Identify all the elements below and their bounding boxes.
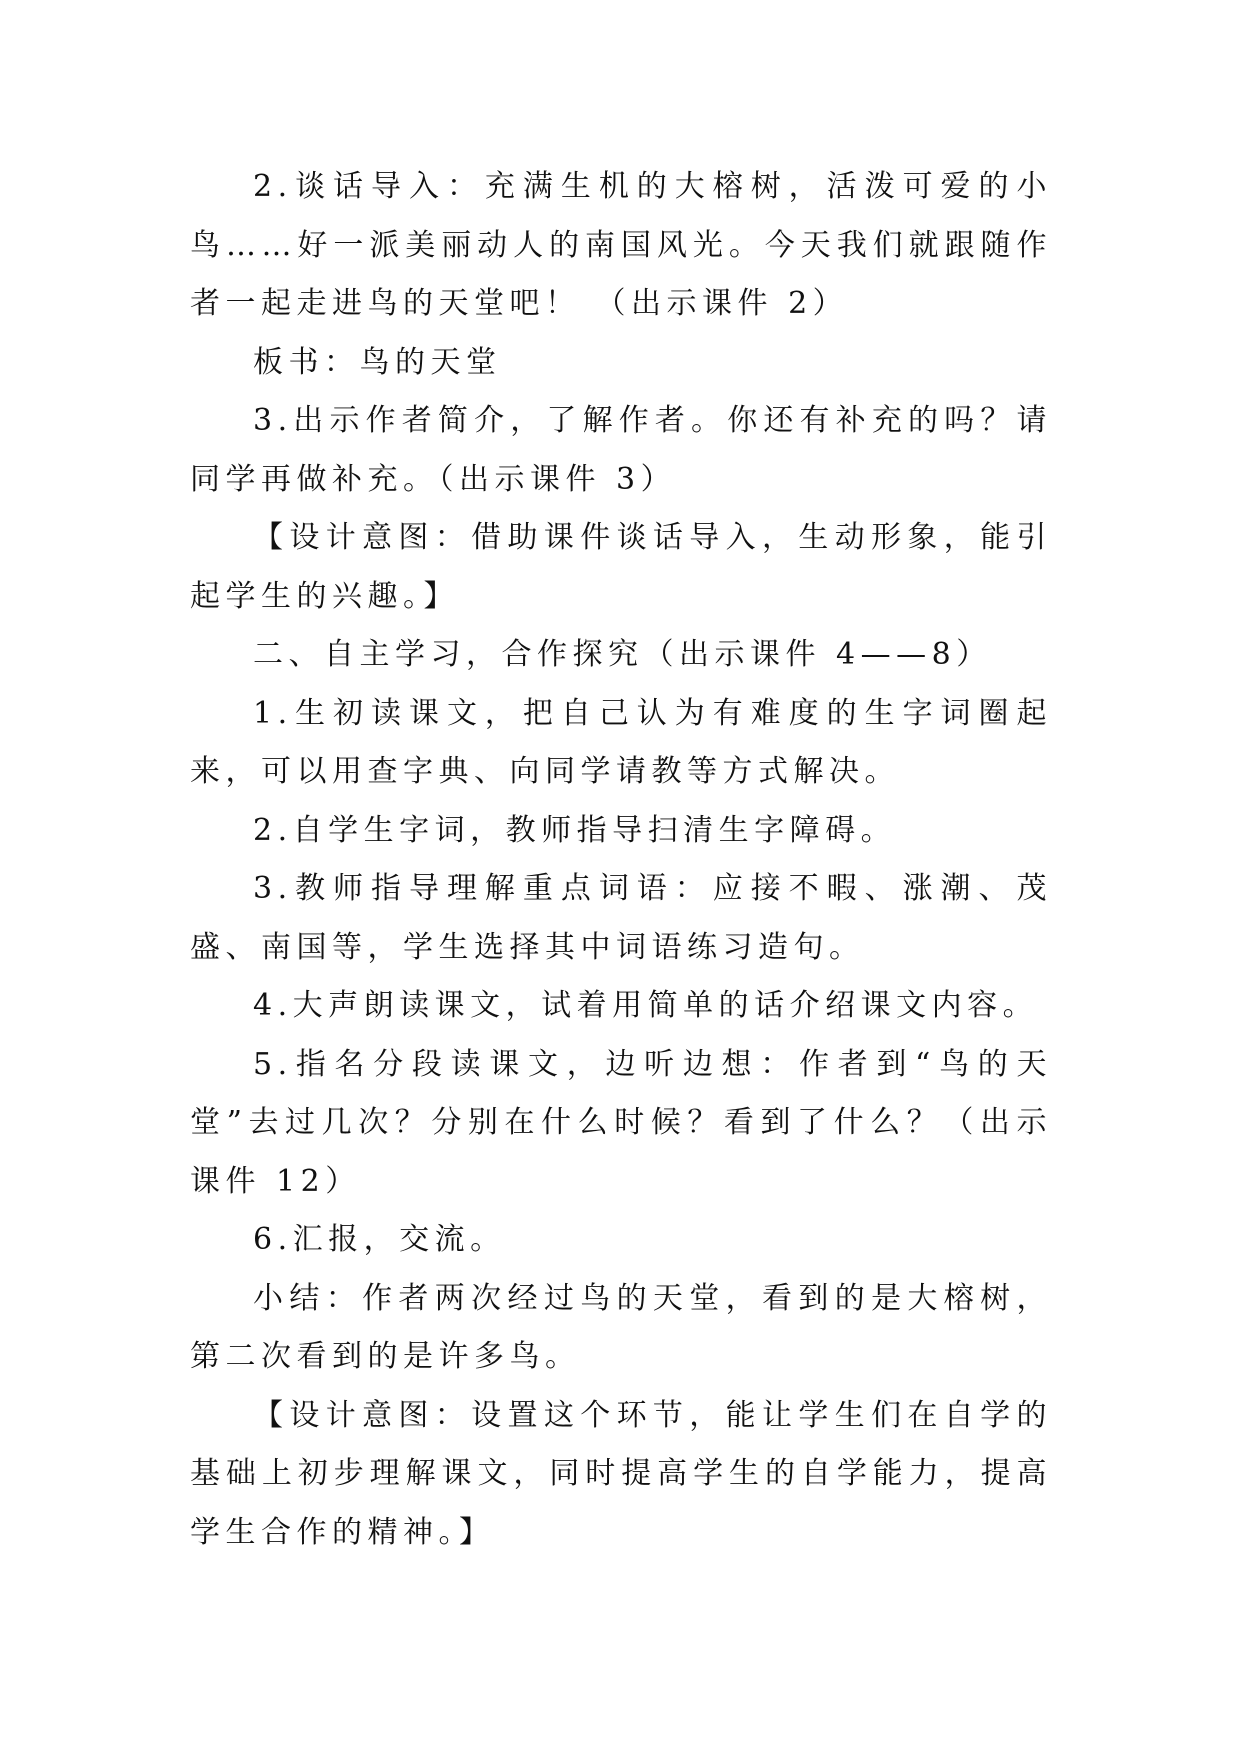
section-heading-self-study: 二、自主学习，合作探究（出示课件 4——8）: [253, 637, 992, 672]
paragraph-design-intent-1: 【设计意图：借助课件谈话导入，生动形象，能引起学生的兴趣。】: [190, 520, 1052, 614]
paragraph-step-5: 5.指名分段读课文，边听边想：作者到“鸟的天堂”去过几次？分别在什么时候？看到了什么？（出示课件 12）: [190, 1046, 1052, 1199]
paragraph-blackboard: 板书：鸟的天堂: [253, 344, 502, 380]
paragraph-intro-talk: 2.谈话导入：充满生机的大榕树，活泼可爱的小鸟……好一派美丽动人的南国风光。今天我们就跟随作者一起走进鸟的天堂吧！ （出示课件 2）: [190, 169, 1052, 321]
paragraph-step-4: 4.大声朗读课文，试着用简单的话介绍课文内容。: [253, 988, 1039, 1023]
paragraph-author-intro: 3.出示作者简介，了解作者。你还有补充的吗？请同学再做补充。（出示课件 3）: [190, 403, 1052, 497]
paragraph-summary: 小结：作者两次经过鸟的天堂，看到的是大榕树，第二次看到的是许多鸟。: [190, 1280, 1052, 1374]
paragraph-step-1: 1.生初读课文，把自己认为有难度的生字词圈起来，可以用查字典、向同学请教等方式解决。: [190, 695, 1052, 789]
paragraph-step-3: 3.教师指导理解重点词语：应接不暇、涨潮、茂盛、南国等，学生选择其中词语练习造句。: [190, 871, 1052, 965]
paragraph-design-intent-2: 【设计意图：设置这个环节，能让学生们在自学的基础上初步理解课文，同时提高学生的自学能力，提高学生合作的精神。】: [190, 1397, 1052, 1550]
paragraph-step-6: 6.汇报，交流。: [253, 1222, 506, 1257]
document-body: [190, 158, 1052, 1562]
paragraph-step-2: 2.自学生字词，教师指导扫清生字障碍。: [253, 812, 897, 848]
